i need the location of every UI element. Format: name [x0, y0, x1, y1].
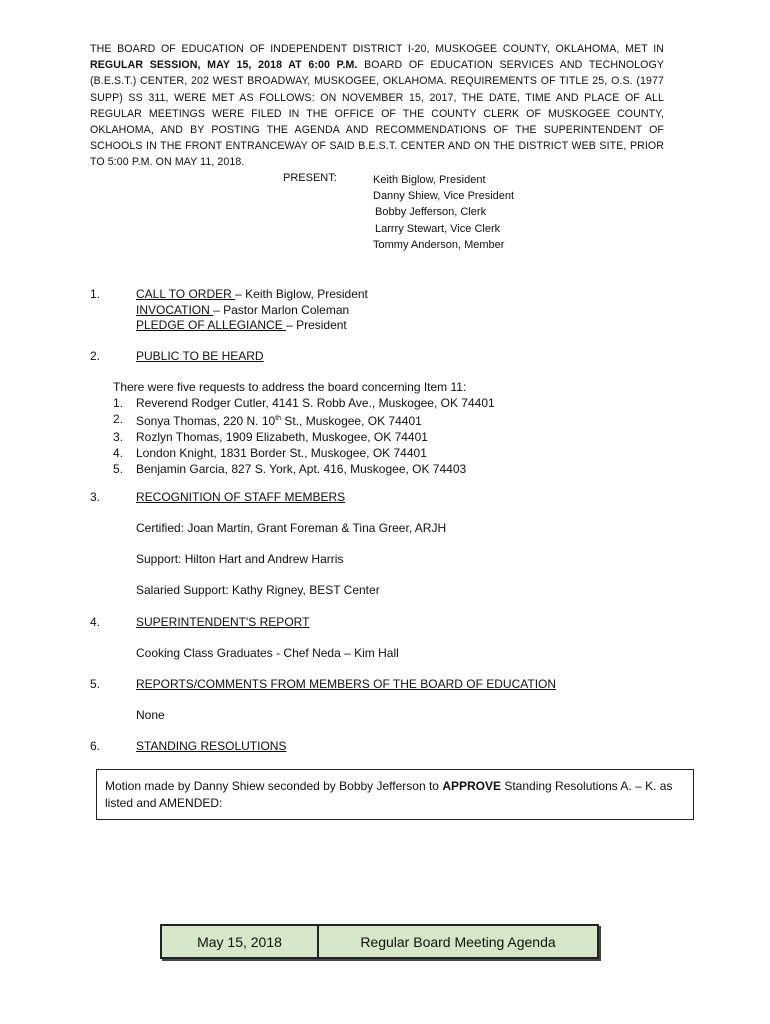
list-item-text-a: Sonya Thomas, 220 N. 10 [136, 414, 276, 428]
list-item-text: Rozlyn Thomas, 1909 Elizabeth, Muskogee, OK 74401 [136, 430, 428, 444]
standing-resolutions-heading: STANDING RESOLUTIONS [136, 739, 287, 753]
present-member: Bobby Jefferson, Clerk [375, 206, 487, 219]
list-item [113, 395, 495, 411]
public-to-be-heard-heading: PUBLIC TO BE HEARD [136, 349, 264, 363]
present-member: Keith Biglow, President [373, 174, 486, 186]
footer-date: May 15, 2018 [162, 926, 319, 957]
invocation-text: – Pastor Marlon Coleman [213, 303, 350, 317]
list-item-number: 5. [113, 462, 124, 476]
item-5-number: 5. [90, 677, 101, 691]
requests-list [113, 395, 495, 477]
present-label: PRESENT: [283, 172, 337, 184]
salaried-support-staff: Salaried Support: Kathy Rigney, BEST Center [136, 583, 380, 597]
call-to-order-line [136, 287, 368, 303]
call-to-order-text: – Keith Biglow, President [235, 287, 368, 301]
list-item [113, 445, 495, 461]
list-item-text-b: St., Muskogee, OK 74401 [281, 414, 422, 428]
ordinal-suffix: th [275, 415, 282, 422]
call-to-order-heading: CALL TO ORDER [136, 287, 236, 301]
item-4-number: 4. [90, 615, 101, 629]
superintendent-report-heading: SUPERINTENDENT'S REPORT [136, 615, 310, 629]
intro-session-bold: REGULAR SESSION, MAY 15, 2018 AT 6:00 P.M. [90, 59, 358, 72]
list-item [113, 461, 495, 477]
footer-title: Regular Board Meeting Agenda [319, 926, 597, 957]
pledge-text: – President [286, 318, 347, 332]
item-3-number: 3. [90, 490, 101, 504]
present-member: Larrry Stewart, Vice Clerk [375, 222, 501, 235]
list-item [113, 429, 495, 445]
present-members [373, 172, 514, 253]
item-6-number: 6. [90, 739, 101, 753]
list-item-number: 2. [113, 412, 124, 426]
list-item-text [136, 411, 422, 429]
superintendent-report-text: Cooking Class Graduates - Chef Neda – Kim Hall [136, 646, 399, 660]
intro-text-1: THE BOARD OF EDUCATION OF INDEPENDENT DISTRICT I-20, MUSKOGEE COUNTY, OKLAHOMA, MET IN [90, 43, 664, 55]
footer-table [160, 924, 599, 959]
invocation-heading: INVOCATION [136, 303, 214, 317]
certified-staff: Certified: Joan Martin, Grant Foreman & Tina Greer, ARJH [136, 521, 447, 535]
support-staff: Support: Hilton Hart and Andrew Harris [136, 552, 344, 566]
list-item-number: 3. [113, 430, 124, 444]
pledge-line [136, 318, 347, 334]
list-item-text: Reverend Rodger Cutler, 4141 S. Robb Ave., Muskogee, OK 74401 [136, 396, 495, 410]
present-member: Tommy Anderson, Member [373, 238, 505, 251]
board-comments-heading: REPORTS/COMMENTS FROM MEMBERS OF THE BOARD OF EDUCATION [136, 677, 557, 691]
list-item-number: 4. [113, 446, 124, 460]
motion-text-2: Standing Resolutions A. – K. as listed and AMENDED: [105, 779, 673, 810]
item-1-number: 1. [90, 287, 101, 301]
pledge-heading: PLEDGE OF ALLEGIANCE [136, 318, 287, 332]
list-item-text: London Knight, 1831 Border St., Muskogee, OK 74401 [136, 446, 427, 460]
requests-intro: There were five requests to address the board concerning Item 11: [113, 380, 467, 394]
intro-paragraph [90, 41, 664, 171]
present-member: Danny Shiew, Vice President [373, 190, 515, 203]
list-item-text: Benjamin Garcia, 827 S. York, Apt. 416, Muskogee, OK 74403 [136, 462, 467, 476]
motion-box [96, 769, 694, 820]
list-item-number: 1. [113, 396, 124, 410]
item-2-number: 2. [90, 349, 101, 363]
list-item [113, 411, 495, 429]
intro-text-2: BOARD OF EDUCATION SERVICES AND TECHNOLOGY (B.E.S.T.) CENTER, 202 WEST BROADWAY, MUSKOGEE, OKLAHOMA. REQUIREMENTS OF TITLE 25, O.S. (1977 SUPP) SS 311, WERE MET AS FOLLOWS: ON NOVEMBER 15, 2017, THE DATE, TIME AND PLACE OF ALL REGULAR MEETINGS WERE FILED IN THE OFFICE OF THE COUNTY CLERK OF MUSKOGEE COUNTY, OKLAHOMA, AND BY POSTING THE AGENDA AND RECOMMENDATIONS OF THE SUPERINTENDENT OF SCHOOLS IN THE FRONT ENTRANCEWAY OF SAID B.E.S.T. CENTER AND ON THE DISTRICT WEB SITE, PRIOR TO 5:00 P.M. ON MAY 11, 2018. [90, 59, 664, 169]
motion-text-1: Motion made by Danny Shiew seconded by Bobby Jefferson to [105, 779, 443, 793]
board-comments-text: None [136, 708, 165, 722]
motion-approve: APPROVE [442, 779, 501, 793]
recognition-heading: RECOGNITION OF STAFF MEMBERS [136, 490, 346, 504]
invocation-line [136, 303, 349, 319]
